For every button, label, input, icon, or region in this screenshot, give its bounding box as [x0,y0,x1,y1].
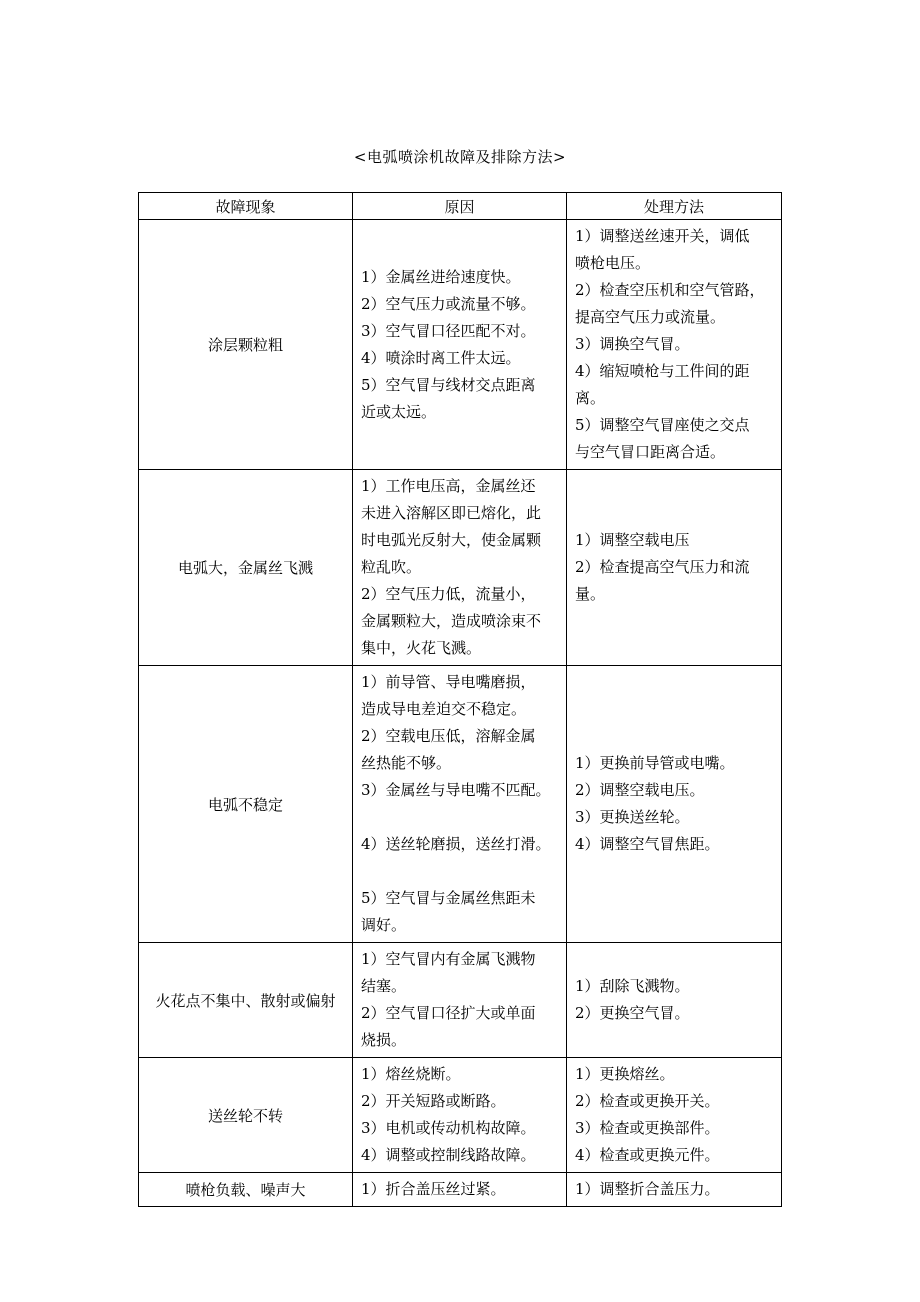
cause-line: 未进入溶解区即已熔化，此 [361,504,542,522]
cause-line: 4）调整或控制线路故障。 [361,1146,536,1164]
table-row [139,1058,782,1173]
symptom-cell: 喷枪负载、噪声大 [139,1173,353,1207]
header-row [139,193,782,220]
solution-line: 4）检查或更换元件。 [575,1146,720,1164]
cause-line: 1）折合盖压丝过紧。 [361,1180,506,1198]
solution-line: 2）检查提高空气压力和流 [575,558,750,576]
table-row [139,666,782,943]
cause-line: 2）空气压力或流量不够。 [361,294,536,313]
cause-line: 1）金属丝进给速度快。 [361,267,521,286]
symptom-cell: 送丝轮不转 [139,1058,353,1173]
cause-cell [353,943,567,1058]
solution-line: 2）检查空压机和空气管路， [575,281,765,299]
cause-line: 1）熔丝烧断。 [361,1065,461,1083]
cause-line: 2）空气压力低，流量小， [361,585,536,603]
cause-line: 2）空气冒口径扩大或单面 [361,1004,536,1022]
solution-line: 4）缩短喷枪与工件间的距 [575,362,750,380]
cause-line: 造成导电差迫交不稳定。 [361,700,527,718]
symptom-cell: 电弧大，金属丝飞溅 [139,470,353,666]
cause-line: 5）空气冒与金属丝焦距未 [361,889,536,907]
solution-line: 喷枪电压。 [575,254,651,272]
cause-line: 丝热能不够。 [361,754,452,772]
symptom-cell: 涂层颗粒粗 [139,220,353,470]
cause-line: 1）空气冒内有金属飞溅物 [361,950,536,968]
cause-cell [353,220,567,470]
table-header [139,193,782,220]
solution-line: 3）检查或更换部件。 [575,1119,720,1137]
cause-line: 集中，火花飞溅。 [361,639,482,657]
cause-line: 3）电机或传动机构故障。 [361,1119,536,1137]
cause-cell [353,666,567,943]
solution-line: 1）更换前导管或电嘴。 [575,754,735,772]
solution-line: 提高空气压力或流量。 [575,308,726,326]
header-cause: 原因 [353,193,567,220]
solution-line: 3）更换送丝轮。 [575,808,690,826]
solution-cell [567,220,782,470]
cause-line: 4）送丝轮磨损，送丝打滑。 [361,835,551,853]
solution-line: 1）调整空载电压 [575,531,690,549]
cause-line: 5）空气冒与线材交点距离 [361,375,536,394]
solution-line: 2）更换空气冒。 [575,1004,690,1022]
cause-line: 时电弧光反射大，使金属颗 [361,531,542,549]
header-symptom: 故障现象 [139,193,353,220]
document-title: <电弧喷涂机故障及排除方法> [353,148,567,166]
solution-cell [567,1058,782,1173]
cause-line: 1）工作电压高，金属丝还 [361,477,536,495]
cause-cell [353,470,567,666]
blank-line [361,804,558,831]
fault-table [138,192,782,1207]
solution-line: 1）刮除飞溅物。 [575,977,690,995]
cause-line: 1）前导管、导电嘴磨损， [361,673,536,691]
solution-cell [567,943,782,1058]
cause-line: 2）开关短路或断路。 [361,1092,506,1110]
header-solution: 处理方法 [567,193,782,220]
table-row [139,943,782,1058]
table-body [139,220,782,1207]
cause-line: 近或太远。 [361,402,437,421]
cause-line: 3）空气冒口径匹配不对。 [361,321,536,340]
cause-line: 粒乱吹。 [361,558,422,576]
solution-cell [567,666,782,943]
solution-line: 与空气冒口距离合适。 [575,443,726,461]
cause-line: 结塞。 [361,977,407,995]
cause-line: 烧损。 [361,1031,407,1049]
solution-line: 2）检查或更换开关。 [575,1092,720,1110]
solution-line: 4）调整空气冒焦距。 [575,835,720,853]
cause-line: 2）空载电压低，溶解金属 [361,727,536,745]
solution-line: 3）调换空气冒。 [575,335,690,353]
table-row [139,1173,782,1207]
solution-line: 离。 [575,389,606,407]
blank-line [361,858,558,885]
solution-line: 1）调整送丝速开关，调低 [575,227,750,245]
solution-cell [567,470,782,666]
symptom-cell: 火花点不集中、散射或偏射 [139,943,353,1058]
cause-line: 4）喷涂时离工件太远。 [361,348,521,367]
solution-line: 1）更换熔丝。 [575,1065,675,1083]
symptom-cell: 电弧不稳定 [139,666,353,943]
solution-line: 5）调整空气冒座使之交点 [575,416,750,434]
cause-line: 金属颗粒大，造成喷涂束不 [361,612,542,630]
solution-line: 量。 [575,585,606,603]
cause-cell [353,1173,567,1207]
cause-line: 调好。 [361,916,407,934]
table-row [139,220,782,470]
solution-line: 2）调整空载电压。 [575,781,705,799]
cause-cell [353,1058,567,1173]
cause-line: 3）金属丝与导电嘴不匹配。 [361,781,551,799]
solution-cell [567,1173,782,1207]
solution-line: 1）调整折合盖压力。 [575,1180,720,1198]
table-row [139,470,782,666]
